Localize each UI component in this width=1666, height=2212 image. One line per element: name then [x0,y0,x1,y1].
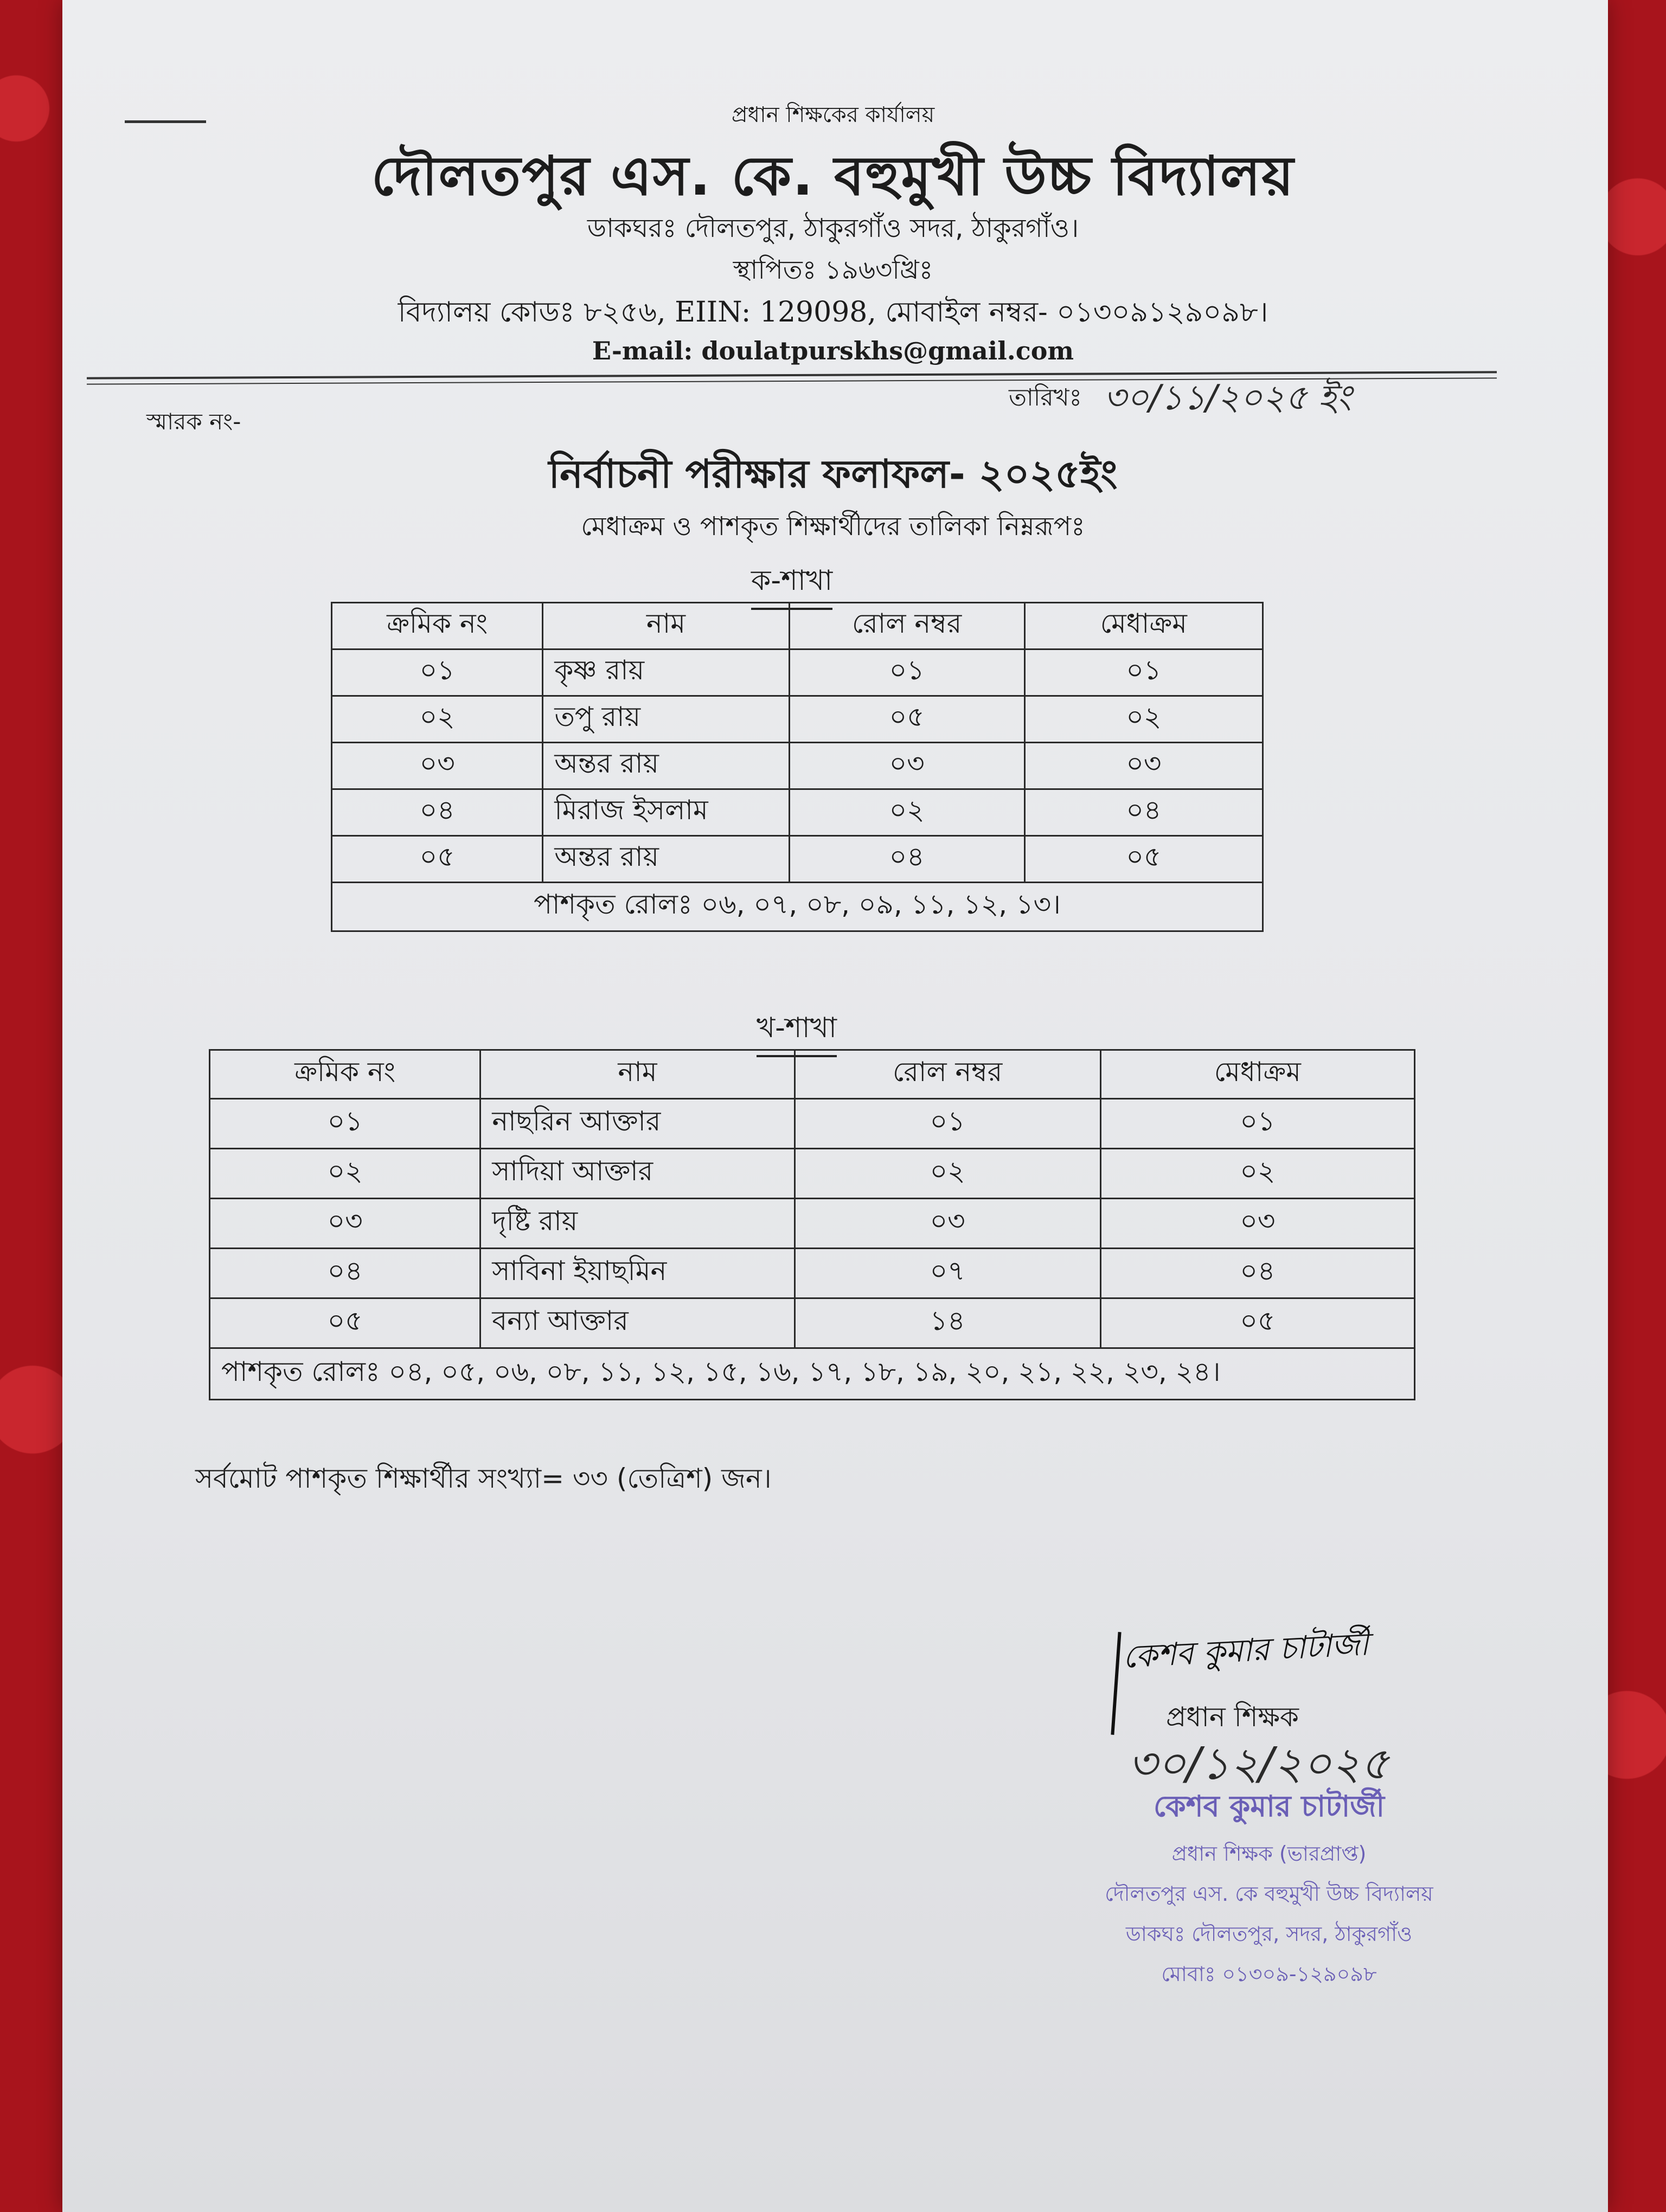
cell-name: সাদিয়া আক্তার [480,1149,794,1199]
cell-merit: ০৩ [1100,1199,1414,1249]
section-kha-title: খ-শাখা [757,1006,837,1057]
table-row [210,1199,1415,1249]
school-name: দৌলতপুর এস. কে. বহুমুখী উচ্চ বিদ্যালয় [371,144,1295,208]
cell-serial: ০১ [210,1099,480,1149]
cell-merit: ০৪ [1100,1249,1414,1298]
cell-roll: ০৪ [789,836,1024,883]
table-row [332,836,1263,883]
headmaster-signature: কেশব কুমার চাটার্জী [1122,1625,1370,1675]
cell-serial: ০১ [332,650,543,696]
office-label: প্রধান শিক্ষকের কার্যালয় [731,102,935,127]
cell-name: বন্যা আক্তার [480,1298,794,1348]
col-merit-header: মেধাক্রম [1100,1050,1414,1099]
date-label: তারিখঃ [1009,384,1082,411]
passed-rolls-row [210,1348,1415,1400]
passed-rolls-kha: পাশকৃত রোলঃ ০৪, ০৫, ০৬, ০৮, ১১, ১২, ১৫, ১৬, ১৭, ১৮, ১৯, ২০, ২১, ২২, ২৩, ২৪। [210,1348,1415,1400]
table-row [210,1099,1415,1149]
cell-merit: ০৫ [1024,836,1263,883]
cell-merit: ০৪ [1024,789,1263,836]
cell-name: মিরাজ ইসলাম [543,789,789,836]
stamp-post: ডাকঘঃ দৌলতপুর, সদর, ঠাকুরগাঁও [1125,1922,1413,1946]
col-name-header: নাম [543,603,789,650]
stamp-mobile: মোবাঃ ০১৩০৯-১২৯০৯৮ [1161,1962,1377,1986]
stamp-designation: প্রধান শিক্ষক (ভারপ্রাপ্ত) [1171,1842,1367,1866]
result-title: নির্বাচনী পরীক্ষার ফলাফল- ২০২৫ইং [548,451,1118,497]
headmaster-label: প্রধান শিক্ষক [1166,1701,1299,1733]
cell-roll: ০১ [794,1099,1100,1149]
col-serial-header: ক্রমিক নং [332,603,543,650]
cell-merit: ০৫ [1100,1298,1414,1348]
cell-roll: ০২ [794,1149,1100,1199]
col-serial-header: ক্রমিক নং [210,1050,480,1099]
cell-serial: ০৫ [210,1298,480,1348]
table-row [332,650,1263,696]
cell-merit: ০১ [1100,1099,1414,1149]
cell-merit: ০২ [1024,696,1263,743]
cell-name: তপু রায় [543,696,789,743]
cell-name: দৃষ্টি রায় [480,1199,794,1249]
table-row [332,789,1263,836]
cell-serial: ০৪ [210,1249,480,1298]
cell-name: অন্তর রায় [543,836,789,883]
table-header-row [210,1050,1415,1099]
cell-serial: ০২ [332,696,543,743]
col-merit-header: মেধাক্রম [1024,603,1263,650]
signature-date: ৩০/১২/২০২৫ [1128,1738,1389,1790]
table-row [332,743,1263,789]
established-year: স্থাপিতঃ ১৯৬৩খ্রিঃ [733,255,933,285]
school-codes: বিদ্যালয় কোডঃ ৮২৫৬, EIIN: 129098, মোবাইল নম্বর- ০১৩০৯১২৯০৯৮। [398,296,1268,329]
table-row [210,1149,1415,1199]
section-ka-table [331,602,1264,932]
cell-merit: ০৩ [1024,743,1263,789]
table-row [210,1298,1415,1348]
total-passed: সর্বমোট পাশকৃত শিক্ষার্থীর সংখ্যা= ৩৩ (তেত্রিশ) জন। [195,1463,772,1494]
cell-name: কৃষ্ণ রায় [543,650,789,696]
memo-number-label: স্মারক নং- [146,408,241,435]
table-row [210,1249,1415,1298]
cell-name: অন্তর রায় [543,743,789,789]
cell-roll: ০৫ [789,696,1024,743]
cell-serial: ০৩ [210,1199,480,1249]
cell-roll: ০১ [789,650,1024,696]
cell-name: নাছরিন আক্তার [480,1099,794,1149]
cell-serial: ০৫ [332,836,543,883]
cell-merit: ০২ [1100,1149,1414,1199]
cell-roll: ১৪ [794,1298,1100,1348]
table-header-row [332,603,1263,650]
stamp-school: দৌলতপুর এস. কে বহুমুখী উচ্চ বিদ্যালয় [1105,1882,1433,1906]
date-handwritten: ৩০/১১/২০২৫ ইং [1104,378,1351,418]
cell-name: সাবিনা ইয়াছমিন [480,1249,794,1298]
cell-merit: ০১ [1024,650,1263,696]
stamp-name: কেশব কুমার চাটার্জী [1153,1789,1385,1823]
section-kha-table [209,1049,1415,1400]
cell-roll: ০২ [789,789,1024,836]
cell-roll: ০৩ [789,743,1024,789]
cell-serial: ০৪ [332,789,543,836]
section-ka-title: ক-শাখা [751,558,832,610]
cell-serial: ০২ [210,1149,480,1199]
school-address: ডাকঘরঃ দৌলতপুর, ঠাকুরগাঁও সদর, ঠাকুরগাঁও। [587,213,1079,243]
cell-roll: ০৩ [794,1199,1100,1249]
school-email: E-mail: doulatpurskhs@gmail.com [592,336,1074,365]
official-stamp [1074,1784,1464,1993]
col-name-header: নাম [480,1050,794,1099]
result-subtitle: মেধাক্রম ও পাশকৃত শিক্ষার্থীদের তালিকা নিম্নরূপঃ [581,511,1085,542]
passed-rolls-row [332,883,1263,931]
col-roll-header: রোল নম্বর [789,603,1024,650]
cell-serial: ০৩ [332,743,543,789]
table-row [332,696,1263,743]
cell-roll: ০৭ [794,1249,1100,1298]
passed-rolls-ka: পাশকৃত রোলঃ ০৬, ০৭, ০৮, ০৯, ১১, ১২, ১৩। [332,883,1263,931]
col-roll-header: রোল নম্বর [794,1050,1100,1099]
